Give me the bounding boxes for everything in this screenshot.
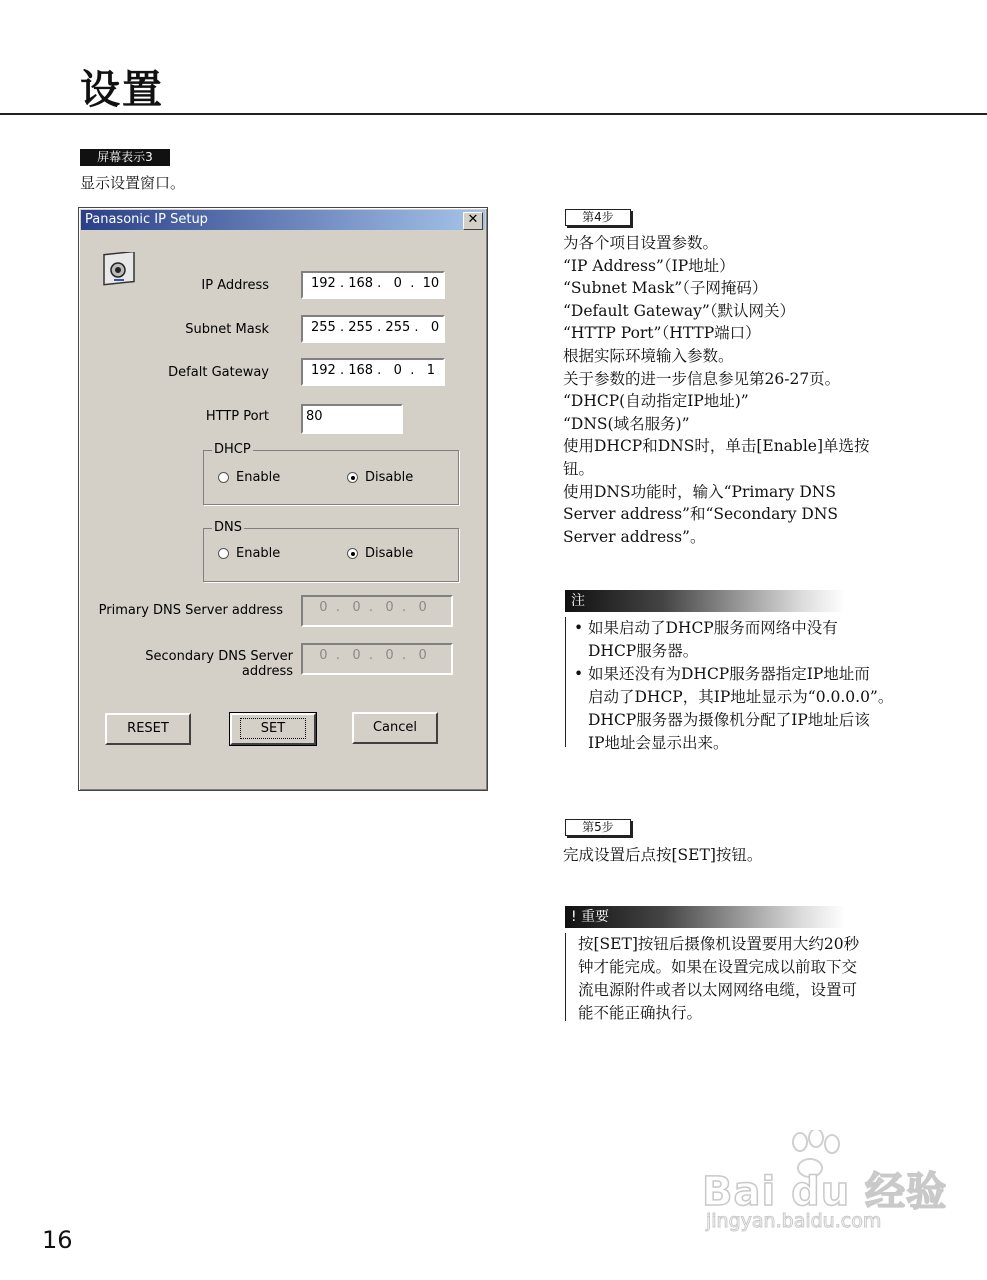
- http-port-label: HTTP Port: [205, 409, 269, 424]
- page-number: 16: [42, 1226, 73, 1254]
- step4-line: Server address”。: [563, 527, 706, 546]
- dhcp-disable-radio[interactable]: [347, 470, 413, 485]
- gateway-label: Defalt Gateway: [168, 365, 269, 380]
- step4-line: 根据实际环境输入参数。: [563, 346, 734, 365]
- step4-line: 使用DNS功能时，输入“Primary DNS: [563, 482, 836, 501]
- step4-line: “DNS(域名服务)”: [563, 414, 690, 433]
- step4-line: 钮。: [563, 459, 595, 478]
- step4-line: “Default Gateway”（默认网关）: [563, 301, 796, 320]
- dialog-title: Panasonic IP Setup: [85, 212, 208, 227]
- step4-text: [563, 232, 923, 548]
- dhcp-disable-label: Disable: [365, 470, 414, 485]
- ip-setup-dialog: [78, 207, 488, 791]
- reset-button[interactable]: RESET: [105, 713, 191, 745]
- dns-disable-label: Disable: [365, 546, 414, 561]
- page-title: 设置: [80, 67, 164, 113]
- dns-group: [203, 520, 459, 582]
- step5-text: 完成设置后点按[SET]按钮。: [563, 846, 763, 864]
- watermark-url: jingyan.baidu.com: [706, 1210, 882, 1232]
- note-item: • 如果还没有为DHCP服务器指定IP地址而: [566, 663, 916, 686]
- step4-line: 使用DHCP和DNS时，单击[Enable]单选按: [563, 437, 870, 456]
- radio-unchecked-icon: [218, 472, 229, 483]
- watermark-brand: Bai du 经验: [702, 1169, 948, 1215]
- note-heading: 注: [565, 590, 845, 612]
- ip-address-label: IP Address: [201, 278, 269, 293]
- note-body: • 如果启动了DHCP服务而网络中没有 DHCP服务器。 • 如果还没有为DHCP服务器指定IP地址而 启动了DHCP，其IP地址显示为“0.0.0.0”。 DHCP服务器为摄像机分配了IP地址后该 IP地址会显示出来。: [565, 617, 916, 747]
- dns-enable-radio[interactable]: [218, 546, 280, 561]
- bullet-icon: •: [574, 619, 584, 637]
- secondary-dns-label: Secondary DNS Server address: [145, 649, 293, 679]
- important-body: 按[SET]按钮后摄像机设置要用大约20秒 钟才能完成。如果在设置完成以前取下交 流电源附件或者以太网网络电缆，设置可 能不能正确执行。: [565, 933, 916, 1021]
- step4-line: “IP Address”（IP地址）: [563, 256, 735, 275]
- set-button[interactable]: [230, 713, 316, 745]
- radio-checked-icon: [347, 472, 358, 483]
- step4-tag: 第4步: [565, 209, 631, 226]
- gateway-field[interactable]: 192 . 168 . 0 . 1: [301, 358, 445, 386]
- step4-line: “DHCP(自动指定IP地址)”: [563, 392, 749, 411]
- dns-enable-label: Enable: [236, 546, 281, 561]
- dhcp-enable-label: Enable: [236, 470, 281, 485]
- title-divider: [0, 113, 987, 115]
- step4-line: “HTTP Port”（HTTP端口）: [563, 324, 761, 343]
- primary-dns-label: Primary DNS Server address: [98, 603, 283, 618]
- dns-disable-radio[interactable]: [347, 546, 413, 561]
- secondary-dns-field[interactable]: 0 . 0 . 0 . 0: [301, 643, 453, 675]
- primary-dns-field[interactable]: 0 . 0 . 0 . 0: [301, 595, 453, 627]
- screen-description: 显示设置窗口。: [80, 174, 186, 192]
- step5-tag: 第5步: [565, 819, 631, 836]
- bullet-icon: •: [574, 665, 584, 683]
- screen-tag: 屏幕表示3: [80, 149, 170, 166]
- dhcp-group: [203, 442, 459, 505]
- important-heading: ! 重要: [565, 906, 845, 928]
- dhcp-group-title: DHCP: [214, 442, 251, 457]
- set-button-label: SET: [240, 718, 306, 739]
- close-icon[interactable]: ✕: [463, 212, 483, 230]
- radio-unchecked-icon: [218, 548, 229, 559]
- dialog-titlebar: [81, 210, 485, 230]
- dns-group-title: DNS: [214, 520, 242, 535]
- step4-line: “Subnet Mask”（子网掩码）: [563, 279, 768, 298]
- cancel-button[interactable]: Cancel: [352, 712, 438, 744]
- ip-address-field[interactable]: 192 . 168 . 0 . 10: [301, 271, 445, 299]
- step4-line: Server address”和“Secondary DNS: [563, 505, 839, 524]
- step4-line: 关于参数的进一步信息参见第26-27页。: [563, 369, 841, 388]
- step4-line: 为各个项目设置参数。: [563, 234, 719, 252]
- dhcp-enable-radio[interactable]: [218, 470, 280, 485]
- radio-checked-icon: [347, 548, 358, 559]
- http-port-field[interactable]: 80: [301, 404, 403, 434]
- subnet-mask-label: Subnet Mask: [185, 322, 269, 337]
- note-item: • 如果启动了DHCP服务而网络中没有: [566, 617, 916, 640]
- subnet-mask-field[interactable]: 255 . 255 . 255 . 0: [301, 315, 445, 343]
